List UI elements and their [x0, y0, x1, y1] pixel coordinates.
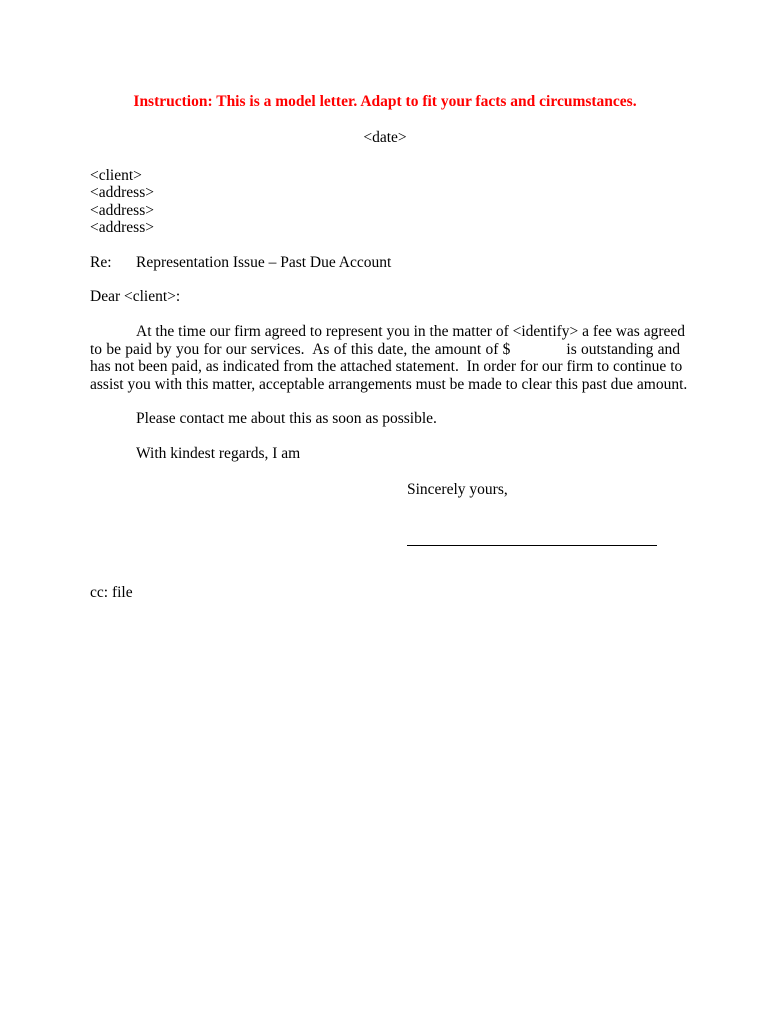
body-line-2-end: is outstanding and [566, 340, 680, 358]
body-paragraph [90, 323, 688, 393]
cc-line: cc: file [90, 584, 133, 601]
recipient-address-line-3: <address> [90, 219, 154, 236]
recipient-address-line-2: <address> [90, 202, 154, 219]
closing: Sincerely yours, [407, 481, 508, 498]
body-line-4: assist you with this matter, acceptable arrangements must be made to clear this past due amount. [90, 375, 688, 393]
regards-line: With kindest regards, I am [136, 445, 301, 462]
salutation: Dear <client>: [90, 288, 181, 305]
signature-line [407, 545, 657, 546]
body-line-1: At the time our firm agreed to represent you in the matter of <identify> a fee was agreed [136, 323, 686, 340]
contact-line: Please contact me about this as soon as possible. [136, 410, 437, 427]
body-line-2 [90, 341, 680, 359]
recipient-address-line-1: <address> [90, 184, 154, 201]
body-line-3: has not been paid, as indicated from the attached statement. In order for our firm to continue to [90, 358, 683, 375]
re-subject: Representation Issue – Past Due Account [136, 254, 392, 271]
re-label: Re: [90, 254, 112, 271]
recipient-client: <client> [90, 167, 142, 184]
instruction-note: Instruction: This is a model letter. Adapt to fit your facts and circumstances. [133, 93, 637, 110]
letter-date: <date> [363, 129, 407, 146]
body-line-2-start: to be paid by you for our services. As of this date, the amount of $ [90, 340, 511, 358]
